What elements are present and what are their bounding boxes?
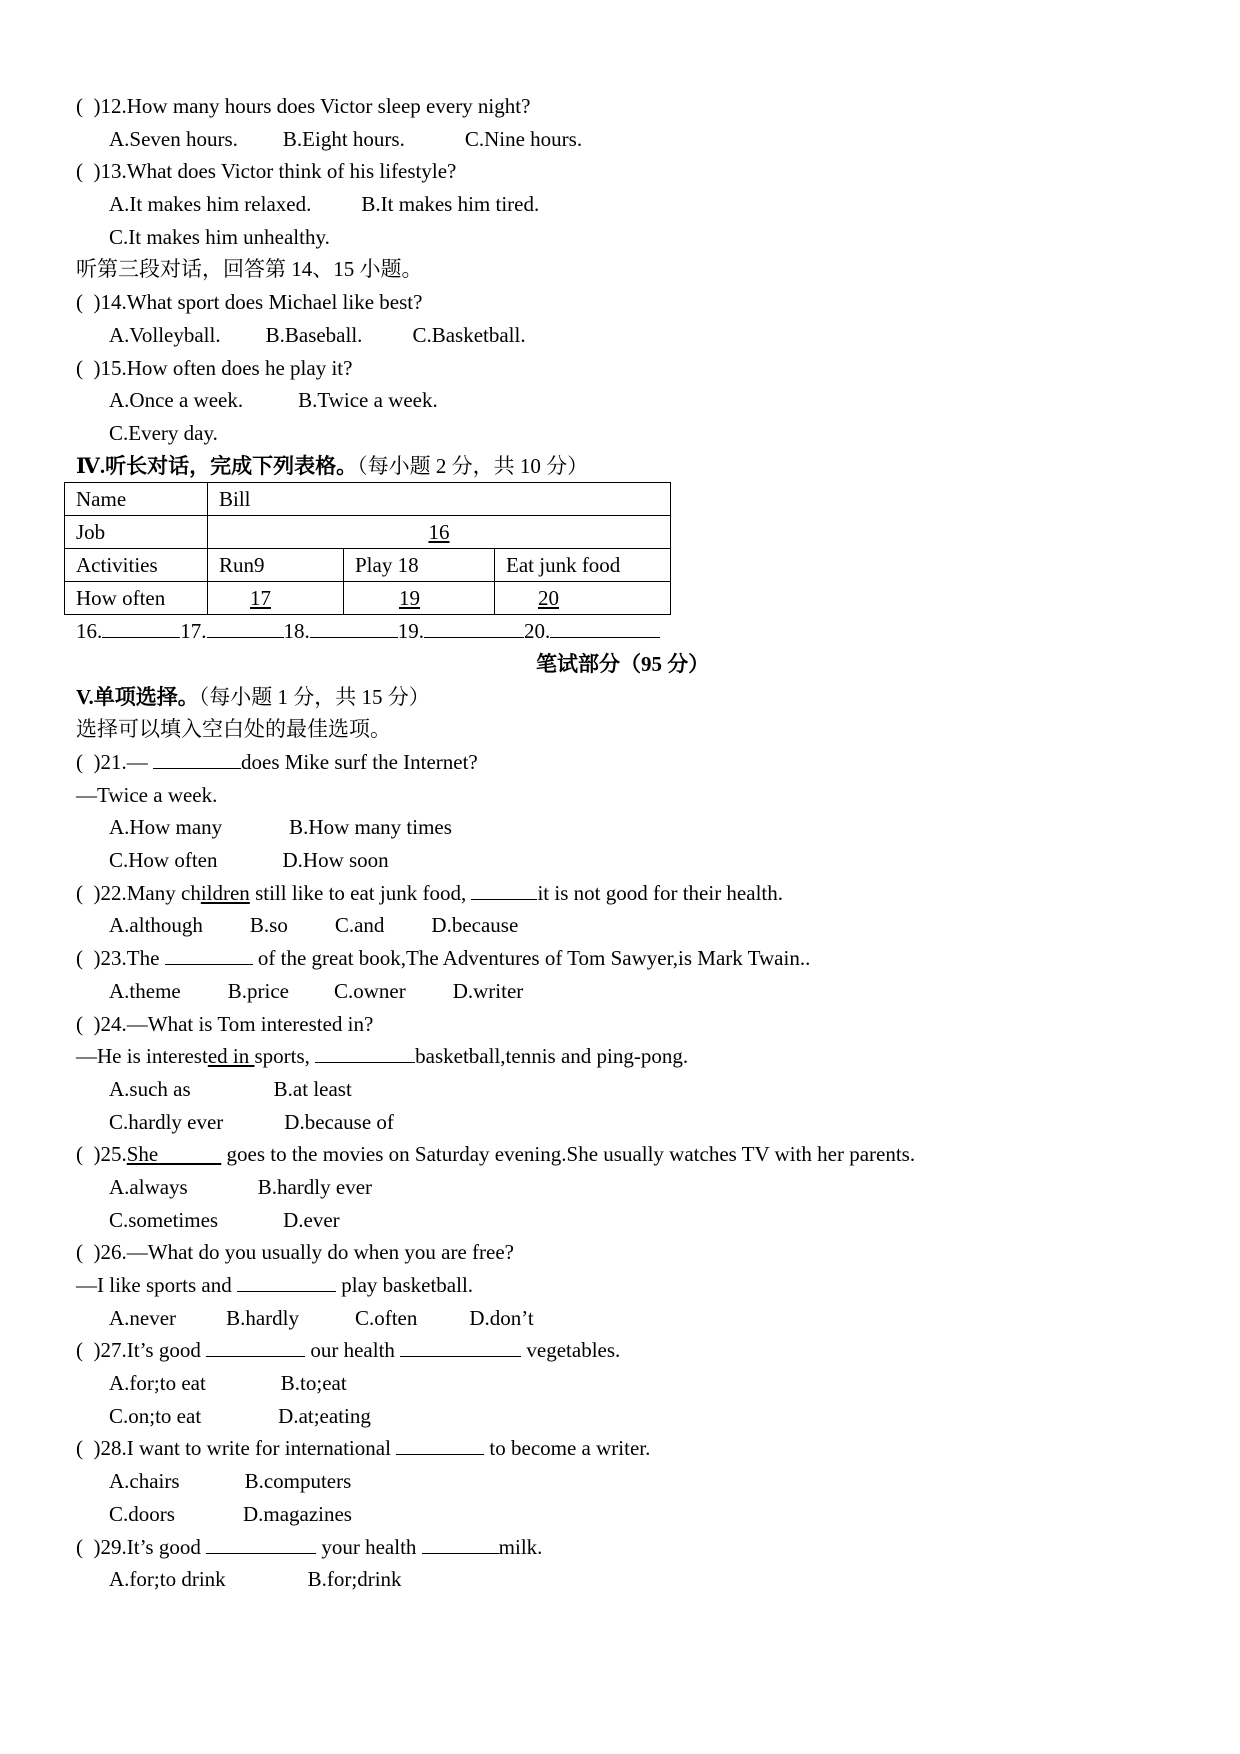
cell-activity-2: Play 18 bbox=[344, 549, 495, 582]
options-12 bbox=[76, 123, 1196, 156]
options-21-ab bbox=[76, 811, 1196, 844]
cell-how-often-2 bbox=[344, 582, 495, 615]
question-27: ( )27.It’s good our health vegetables. bbox=[76, 1338, 621, 1363]
option-c: C.often bbox=[354, 1305, 418, 1330]
cell-how-often-1 bbox=[208, 582, 344, 615]
option-b: B.for;drink bbox=[307, 1567, 402, 1592]
question-number: 27 bbox=[100, 1338, 122, 1363]
section-5-heading bbox=[76, 681, 1196, 714]
question-29: ( )29.It’s good your health milk. bbox=[76, 1534, 543, 1559]
blank-1[interactable] bbox=[206, 1533, 316, 1554]
reply-26 bbox=[76, 1269, 1196, 1302]
option-c: C.Basketball. bbox=[412, 322, 526, 347]
blank-2[interactable] bbox=[422, 1533, 499, 1554]
option-d: D.magazines bbox=[242, 1501, 352, 1526]
reply-24 bbox=[76, 1040, 1196, 1073]
option-d: D.at;eating bbox=[278, 1403, 371, 1428]
options-25-cd bbox=[76, 1204, 1196, 1237]
answer-17-label: 17. bbox=[180, 619, 207, 644]
stem-part: It’s good bbox=[126, 1534, 207, 1559]
blank-19: 19 bbox=[399, 586, 420, 611]
option-b: B.so bbox=[249, 913, 288, 938]
question-stem: —What is Tom interested in? bbox=[126, 1011, 374, 1036]
exam-page bbox=[76, 90, 1196, 1596]
cell-how-often-3 bbox=[495, 582, 671, 615]
option-d: D.don’t bbox=[469, 1305, 534, 1330]
cell-name-label: Name bbox=[65, 483, 208, 516]
question-22: ( )22.Many children still like to eat junk food, it is not good for their health. bbox=[76, 880, 783, 905]
table-row-name bbox=[65, 483, 671, 516]
option-c: C.on;to eat bbox=[109, 1403, 202, 1428]
option-b: B.Twice a week. bbox=[298, 388, 438, 413]
option-a: A.never bbox=[109, 1305, 177, 1330]
blank[interactable] bbox=[315, 1042, 415, 1063]
stem-part: it is not good for their health. bbox=[537, 880, 783, 905]
blank[interactable] bbox=[153, 748, 241, 769]
question-number: 24 bbox=[100, 1011, 122, 1036]
option-b: B.price bbox=[227, 978, 289, 1003]
question-15: ( )15.How often does he play it? bbox=[76, 355, 353, 380]
section-4-heading bbox=[76, 450, 1196, 483]
option-d: D.because bbox=[431, 913, 519, 938]
stem-part: still like to eat junk food, bbox=[249, 880, 472, 905]
option-a: A.chairs bbox=[109, 1469, 180, 1494]
reply-21: —Twice a week. bbox=[76, 782, 218, 807]
section-score: （每小题 2 分，共 10 分） bbox=[357, 453, 589, 478]
option-a: A.always bbox=[109, 1174, 188, 1199]
options-15-c bbox=[76, 417, 1196, 450]
options-27-cd bbox=[76, 1400, 1196, 1433]
option-b: B.It makes him tired. bbox=[361, 192, 540, 217]
option-c: C.owner bbox=[333, 978, 406, 1003]
answer-17-blank[interactable] bbox=[207, 617, 284, 638]
cell-how-often-label: How often bbox=[65, 582, 208, 615]
stem-part: sports, bbox=[254, 1044, 316, 1069]
question-number: 23 bbox=[100, 946, 122, 971]
stem-part: vegetables. bbox=[521, 1338, 621, 1363]
question-21: ( )21.— does Mike surf the Internet? bbox=[76, 750, 478, 774]
option-a: A.theme bbox=[109, 978, 181, 1003]
blank-20: 20 bbox=[538, 586, 559, 611]
options-13 bbox=[76, 188, 1196, 221]
options-28-ab bbox=[76, 1465, 1196, 1498]
question-number: 26 bbox=[100, 1240, 122, 1265]
written-part-heading: 笔试部分（95 分） bbox=[536, 651, 710, 676]
option-d: D.How soon bbox=[282, 848, 389, 873]
stem-part: of the great book,The Adventures of Tom Sawyer,is Mark Twain.. bbox=[252, 946, 811, 971]
question-number: 25 bbox=[100, 1142, 122, 1167]
answer-18-label: 18. bbox=[283, 619, 310, 644]
options-13-c bbox=[76, 221, 1196, 254]
option-d: D.writer bbox=[452, 978, 524, 1003]
table-row-activities bbox=[65, 549, 671, 582]
option-a: A.although bbox=[109, 913, 203, 938]
cell-name-value: Bill bbox=[208, 483, 671, 516]
stem-part: It’s good bbox=[126, 1338, 207, 1363]
answer-18-blank[interactable] bbox=[310, 617, 398, 638]
question-26: ( )26.—What do you usually do when you are free? bbox=[76, 1240, 514, 1265]
stem-part: ed in bbox=[207, 1044, 255, 1069]
blank-1[interactable] bbox=[206, 1336, 305, 1357]
blank-16: 16 bbox=[428, 520, 450, 545]
options-26 bbox=[76, 1302, 1196, 1335]
listening-table bbox=[64, 482, 671, 615]
table-row-how-often bbox=[65, 582, 671, 615]
options-29 bbox=[76, 1563, 1196, 1596]
option-b: B.How many times bbox=[289, 815, 452, 840]
option-b: B.hardly ever bbox=[257, 1174, 373, 1199]
options-21-cd bbox=[76, 844, 1196, 877]
stem-part: milk. bbox=[498, 1534, 543, 1559]
option-c: C.doors bbox=[109, 1501, 175, 1526]
question-stem: What does Victor think of his lifestyle? bbox=[126, 159, 457, 184]
dialog-3-note: 听第三段对话，回答第 14、15 小题。 bbox=[76, 257, 423, 282]
option-a: A.It makes him relaxed. bbox=[109, 192, 312, 217]
stem-part: —I like sports and bbox=[76, 1273, 237, 1297]
stem-part: I want to write for international bbox=[126, 1436, 397, 1461]
option-c: C.hardly ever bbox=[109, 1109, 224, 1134]
option-b: B.hardly bbox=[226, 1305, 299, 1330]
option-a: A.for;to eat bbox=[109, 1371, 206, 1396]
question-number: 14 bbox=[100, 290, 122, 315]
section-score: （每小题 1 分，共 15 分） bbox=[198, 684, 430, 709]
options-14 bbox=[76, 319, 1196, 352]
options-28-cd bbox=[76, 1498, 1196, 1531]
option-c: C.It makes him unhealthy. bbox=[109, 224, 330, 249]
answer-19-label: 19. bbox=[397, 619, 424, 644]
option-d: D.because of bbox=[284, 1109, 394, 1134]
question-number: 28 bbox=[100, 1436, 122, 1461]
options-25-ab bbox=[76, 1171, 1196, 1204]
question-number: 12 bbox=[100, 94, 122, 118]
option-a: A.How many bbox=[109, 815, 223, 840]
answer-20-blank[interactable] bbox=[550, 617, 660, 638]
question-13: ( )13.What does Victor think of his lifestyle? bbox=[76, 159, 457, 184]
options-24-ab bbox=[76, 1073, 1196, 1106]
option-d: D.ever bbox=[283, 1207, 340, 1232]
question-number: 21 bbox=[100, 750, 122, 774]
question-12: ( )12.How many hours does Victor sleep every night? bbox=[76, 94, 531, 118]
question-stem: How often does he play it? bbox=[126, 355, 353, 380]
question-stem: How many hours does Victor sleep every night? bbox=[126, 94, 531, 118]
cell-job-label: Job bbox=[65, 516, 208, 549]
section-title: Ⅳ.听长对话，完成下列表格。 bbox=[76, 453, 358, 478]
question-stem: —What do you usually do when you are free? bbox=[126, 1240, 514, 1265]
question-stem: What sport does Michael like best? bbox=[126, 290, 423, 315]
section-5-instruction: 选择可以填入空白处的最佳选项。 bbox=[76, 717, 391, 742]
blank[interactable] bbox=[237, 1271, 336, 1292]
answer-16-blank[interactable] bbox=[102, 617, 180, 638]
option-b: B.at least bbox=[273, 1076, 352, 1101]
blank[interactable] bbox=[165, 944, 253, 965]
question-number: 22 bbox=[100, 880, 122, 905]
option-a: A.for;to drink bbox=[109, 1567, 226, 1592]
option-c: C.sometimes bbox=[109, 1207, 219, 1232]
section-title: V.单项选择。 bbox=[76, 684, 199, 709]
option-a: A.Seven hours. bbox=[109, 126, 238, 151]
question-25: ( )25.She goes to the movies on Saturday evening.She usually watches TV with her parents. bbox=[76, 1142, 916, 1167]
cell-activities-label: Activities bbox=[65, 549, 208, 582]
option-c: C.Nine hours. bbox=[464, 126, 583, 151]
blank[interactable] bbox=[471, 879, 537, 900]
cell-job-value bbox=[208, 516, 671, 549]
stem-part: Many ch bbox=[126, 880, 201, 905]
blank-17: 17 bbox=[250, 586, 271, 611]
option-c: C.Every day. bbox=[109, 420, 218, 445]
answer-16-label: 16. bbox=[76, 619, 103, 644]
options-15 bbox=[76, 384, 1196, 417]
question-23: ( )23.The of the great book,The Adventures of Tom Sawyer,is Mark Twain.. bbox=[76, 946, 811, 971]
option-b: B.Baseball. bbox=[265, 322, 363, 347]
answer-20-label: 20. bbox=[524, 619, 551, 644]
question-number: 29 bbox=[100, 1534, 122, 1559]
stem-part: —He is interest bbox=[76, 1044, 208, 1069]
answer-line bbox=[76, 615, 1196, 648]
option-a: A.such as bbox=[109, 1076, 191, 1101]
option-b: B.to;eat bbox=[280, 1371, 347, 1396]
question-number: 13 bbox=[100, 159, 122, 184]
stem-part: does Mike surf the Internet? bbox=[241, 750, 478, 774]
answer-19-blank[interactable] bbox=[424, 617, 524, 638]
stem-part: — bbox=[126, 750, 153, 774]
blank: She bbox=[126, 1142, 159, 1167]
stem-part: basketball,tennis and ping-pong. bbox=[415, 1044, 689, 1069]
options-24-cd bbox=[76, 1106, 1196, 1139]
stem-part: to become a writer. bbox=[484, 1436, 651, 1461]
stem-part: our health bbox=[305, 1338, 401, 1363]
stem-part: your health bbox=[316, 1534, 422, 1559]
question-24: ( )24.—What is Tom interested in? bbox=[76, 1011, 374, 1036]
table-row-job bbox=[65, 516, 671, 549]
stem-part: ildren bbox=[200, 880, 250, 905]
question-14: ( )14.What sport does Michael like best? bbox=[76, 290, 423, 315]
cell-activity-3: Eat junk food bbox=[495, 549, 671, 582]
options-23 bbox=[76, 975, 1196, 1008]
question-28: ( )28.I want to write for international to become a writer. bbox=[76, 1436, 651, 1461]
option-c: C.and bbox=[334, 913, 385, 938]
option-a: A.Volleyball. bbox=[109, 322, 221, 347]
blank-2[interactable] bbox=[400, 1336, 521, 1357]
option-b: B.Eight hours. bbox=[282, 126, 405, 151]
blank[interactable] bbox=[396, 1434, 484, 1455]
question-number: 15 bbox=[100, 355, 122, 380]
option-a: A.Once a week. bbox=[109, 388, 244, 413]
options-27-ab bbox=[76, 1367, 1196, 1400]
stem-part: play basketball. bbox=[335, 1273, 474, 1297]
stem-part: goes to the movies on Saturday evening.She usually watches TV with her parents. bbox=[221, 1142, 916, 1167]
option-c: C.How often bbox=[109, 848, 218, 873]
option-b: B.computers bbox=[244, 1469, 352, 1494]
stem-part: The bbox=[126, 946, 165, 971]
cell-activity-1: Run9 bbox=[208, 549, 344, 582]
options-22 bbox=[76, 909, 1196, 942]
